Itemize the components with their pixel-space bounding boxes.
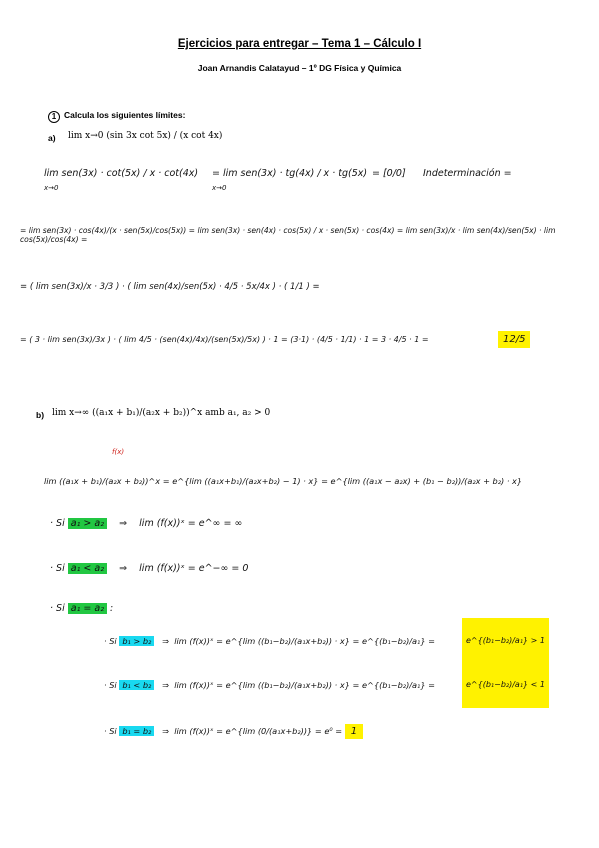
subcase-1: · Si b₁ > b₂ ⇒ lim (f(x))ˣ = e^{lim ((b₁−b₂)/(a₁x+b₂)) · x} = e^{(b₁−b₂)/a₁} =	[104, 636, 436, 646]
document-title: Ejercicios para entregar – Tema 1 – Cálculo I	[177, 38, 422, 50]
case-2-si: Si	[56, 563, 65, 574]
case-2-cond: a₁ < a₂	[68, 563, 107, 574]
part-b-label: b)	[36, 410, 45, 420]
case-3-arrow: :	[110, 603, 114, 614]
case-1-si: Si	[56, 518, 65, 529]
subcase-2-arrow: ⇒	[162, 680, 170, 690]
subcase-2: · Si b₁ < b₂ ⇒ lim (f(x))ˣ = e^{lim ((b₁−b₂)/(a₁x+b₂)) · x} = e^{(b₁−b₂)/a₁} =	[104, 680, 436, 690]
subcase-1-arrow: ⇒	[162, 636, 170, 646]
subcase-3-si: Si	[109, 726, 117, 736]
subcase-1-expr: lim (f(x))ˣ = e^{lim ((b₁−b₂)/(a₁x+b₂)) · x} = e^{(b₁−b₂)/a₁} =	[174, 636, 436, 646]
subcase-3-cond: b₁ = b₂	[119, 726, 154, 736]
part-a-line3: = ( lim sen(3x)/x · 3/3 ) · ( lim sen(4x)/sen(5x) · 4/5 · 5x/4x ) · ( 1/1 ) =	[20, 282, 320, 292]
section-heading-text: Calcula los siguientes límites:	[64, 110, 186, 120]
case-2-expr: lim (f(x))ˣ = e^−∞ = 0	[139, 563, 249, 574]
part-a-indeterminacion: Indeterminación =	[423, 168, 512, 179]
case-3: · Si a₁ = a₂ :	[50, 603, 114, 614]
fx-annotation: f(x)	[112, 448, 125, 456]
part-a-line2: = lim sen(3x) · cos(4x)/(x · sen(5x)/cos(5x)) = lim sen(3x) · sen(4x) · cos(5x) / x · sen(5x) · cos(4x) = lim sen(3x)/x · lim sen(4x)/sen(5x) · lim cos(5x)/cos(4x) =	[20, 226, 556, 244]
subcase-1-result: e^{(b₁−b₂)/a₁} > 1	[462, 618, 549, 664]
subcase-3-arrow: ⇒	[162, 726, 170, 736]
case-1: · Si a₁ > a₂ ⇒ lim (f(x))ˣ = e^∞ = ∞	[50, 518, 243, 529]
case-1-expr: lim (f(x))ˣ = e^∞ = ∞	[139, 518, 243, 529]
author-line: Joan Arnandis Calatayud – 1º DG Física y Química	[197, 63, 402, 73]
part-a-indeterminate: = [0/0]	[372, 168, 406, 179]
subcase-3-expr: lim (f(x))ˣ = e^{lim (0/(a₁x+b₂))} = e⁰ =	[174, 726, 343, 736]
part-a-result: 12/5	[498, 331, 530, 348]
part-b-statement: lim x→∞ ((a₁x + b₁)/(a₂x + b₂))^x amb a₁, a₂ > 0	[52, 408, 271, 418]
part-b-main-line: lim ((a₁x + b₁)/(a₂x + b₂))^x = e^{lim ((a₁x+b₁)/(a₂x+b₂) − 1) · x} = e^{lim ((a₁x − a₂x) + (b₁ − b₂))/(a₂x + b₂) · x}	[44, 476, 523, 486]
case-1-arrow: ⇒	[119, 518, 128, 529]
part-a-statement: lim x→0 (sin 3x cot 5x) / (x cot 4x)	[68, 131, 223, 141]
section-number: 1	[48, 111, 60, 123]
subcase-3-result: 1	[345, 724, 363, 739]
part-a-line1-sub: x→0	[44, 184, 59, 192]
part-a-line4: = ( 3 · lim sen(3x)/3x ) · ( lim 4/5 · (sen(4x)/4x)/(sen(5x)/5x) ) · 1 = (3·1) · (4/5 · 1/1) · 1 = 3 · 4/5 · 1 =	[20, 335, 429, 344]
subcase-2-si: Si	[109, 680, 117, 690]
case-2: · Si a₁ < a₂ ⇒ lim (f(x))ˣ = e^−∞ = 0	[50, 563, 249, 574]
part-a-label: a)	[48, 133, 56, 143]
subcase-1-si: Si	[109, 636, 117, 646]
part-a-line1-mid-sub: x→0	[212, 184, 227, 192]
section-heading	[48, 110, 185, 123]
subcase-2-expr: lim (f(x))ˣ = e^{lim ((b₁−b₂)/(a₁x+b₂)) · x} = e^{(b₁−b₂)/a₁} =	[174, 680, 436, 690]
case-2-arrow: ⇒	[119, 563, 128, 574]
case-1-cond: a₁ > a₂	[68, 518, 107, 529]
case-3-cond: a₁ = a₂	[68, 603, 107, 614]
part-a-line1-left: lim sen(3x) · cot(5x) / x · cot(4x)	[44, 168, 199, 179]
subcase-3: · Si b₁ = b₂ ⇒ lim (f(x))ˣ = e^{lim (0/(a₁x+b₂))} = e⁰ = 1	[104, 726, 363, 737]
part-a-line1-mid: = lim sen(3x) · tg(4x) / x · tg(5x)	[212, 168, 368, 179]
subcase-1-cond: b₁ > b₂	[119, 636, 154, 646]
case-3-si: Si	[56, 603, 65, 614]
subcase-2-cond: b₁ < b₂	[119, 680, 154, 690]
subcase-2-result: e^{(b₁−b₂)/a₁} < 1	[462, 662, 549, 708]
